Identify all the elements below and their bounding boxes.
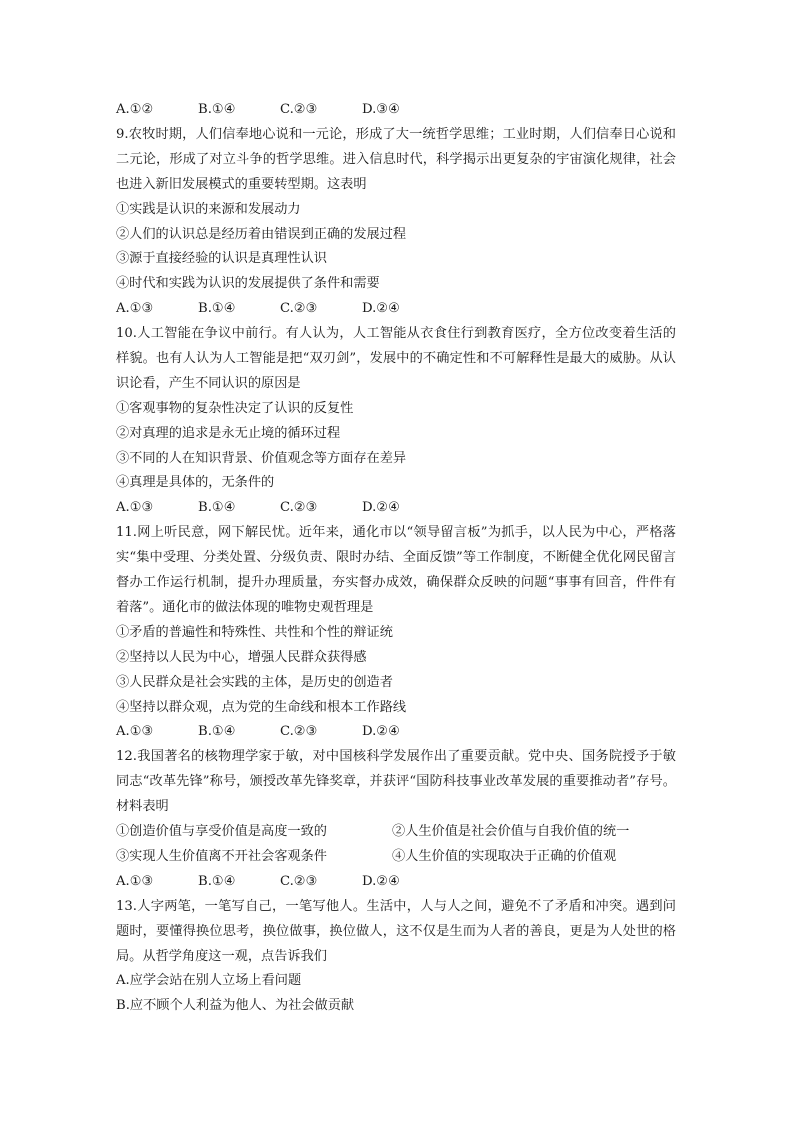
question-11 <box>116 521 676 745</box>
question-10 <box>116 322 676 521</box>
q12-options <box>116 870 676 895</box>
q8-option-a[interactable]: A.①② <box>116 102 154 117</box>
q8-option-d[interactable]: D.③④ <box>362 102 400 117</box>
q10-item-1: ①客观事物的复杂性决定了认识的反复性 <box>116 400 354 416</box>
q11-option-b[interactable]: B.①④ <box>198 724 236 740</box>
q13-option-a[interactable]: A.应学会站在别人立场上看问题 <box>116 973 302 989</box>
q10-option-a[interactable]: A.①③ <box>116 500 154 516</box>
q9-option-a[interactable]: A.①③ <box>116 301 154 317</box>
q10-option-c[interactable]: C.②③ <box>280 500 318 516</box>
question-9 <box>116 123 676 322</box>
q12-items-row-1 <box>116 820 676 845</box>
q11-item-1: ①矛盾的普遍性和特殊性、共性和个性的辩证统 <box>116 624 393 640</box>
q10-item-3: ③不同的人在知识背景、价值观念等方面存在差异 <box>116 450 407 466</box>
q12-stem: 12.我国著名的核物理学家于敏，对中国核科学发展作出了重要贡献。党中央、国务院授予于敏同志“改革先锋”称号，颁授改革先锋奖章，并获评“国防科技事业改革发展的重要推动者”存号。材料表明 <box>116 749 676 815</box>
q11-stem: 11.网上听民意，网下解民忧。近年来，通化市以“领导留言板”为抓手，以人民为中心，严格落实“集中受理、分类处置、分级负责、限时办结、全面反馈”等工作制度，不断健全优化网民留言督办工作运行机制，提升办理质量，夯实督办成效，确保群众反映的问题“事事有回音，件件有着落”。通化市的做法体现的唯物史观哲理是 <box>116 525 676 615</box>
q13-stem: 13.人字两笔，一笔写自己，一笔写他人。生活中，人与人之间，避免不了矛盾和冲突。遇到问题时，要懂得换位思考，换位做事，换位做人，这不仅是生而为人者的善良，更是为人处世的格局。从哲学角度这一观，点告诉我们 <box>116 898 676 964</box>
q12-item-4: ④人生价值的实现取决于正确的价值观 <box>392 848 617 864</box>
q9-option-c[interactable]: C.②③ <box>280 301 318 317</box>
q9-options <box>116 297 676 322</box>
q10-stem: 10.人工智能在争议中前行。有人认为，人工智能从衣食住行到教育医疗，全方位改变着生活的样貌。也有人认为人工智能是把“双刃剑”，发展中的不确定性和不可解释性是最大的威胁。从认识论看，产生不同认识的原因是 <box>116 326 676 391</box>
q11-item-4: ④坚持以群众观，点为党的生命线和根本工作路线 <box>116 699 407 715</box>
q12-item-2: ②人生价值是社会价值与自我价值的统一 <box>392 824 630 840</box>
q10-item-4: ④真理是具体的，无条件的 <box>116 475 275 491</box>
question-12 <box>116 745 676 894</box>
q11-option-a[interactable]: A.①③ <box>116 724 154 740</box>
q11-item-3: ③人民群众是社会实践的主体，是历史的创造者 <box>116 674 393 690</box>
q10-option-b[interactable]: B.①④ <box>198 500 236 516</box>
q12-option-d[interactable]: D.②④ <box>362 873 400 889</box>
question-13 <box>116 895 676 1020</box>
q12-option-a[interactable]: A.①③ <box>116 873 154 889</box>
q12-items-row-2 <box>116 845 676 870</box>
exam-page <box>116 98 676 1019</box>
q11-option-c[interactable]: C.②③ <box>280 724 318 740</box>
q10-option-d[interactable]: D.②④ <box>362 500 400 516</box>
q8-options <box>116 98 676 123</box>
q9-item-1: ①实践是认识的来源和发展动力 <box>116 201 301 217</box>
q11-options <box>116 720 676 745</box>
q9-option-d[interactable]: D.②④ <box>362 301 400 317</box>
q10-item-2: ②对真理的追求是永无止境的循环过程 <box>116 425 341 441</box>
q9-stem: 9.农牧时期，人们信奉地心说和一元论，形成了大一统哲学思维；工业时期，人们信奉日心说和二元论，形成了对立斗争的哲学思维。进入信息时代，科学揭示出更复杂的宇宙演化规律，社会也进入新旧发展模式的重要转型期。这表明 <box>116 126 676 192</box>
q9-item-4: ④时代和实践为认识的发展提供了条件和需要 <box>116 276 380 292</box>
q12-option-c[interactable]: C.②③ <box>280 873 318 889</box>
q9-item-3: ③源于直接经验的认识是真理性认识 <box>116 251 327 267</box>
q13-option-b[interactable]: B.应不顾个人利益为他人、为社会做贡献 <box>116 998 355 1014</box>
q11-item-2: ②坚持以人民为中心，增强人民群众获得感 <box>116 649 367 665</box>
q11-option-d[interactable]: D.②④ <box>362 724 400 740</box>
q12-option-b[interactable]: B.①④ <box>198 873 236 889</box>
q8-option-b[interactable]: B.①④ <box>198 102 236 117</box>
q12-item-1: ①创造价值与享受价值是高度一致的 <box>116 824 327 840</box>
q12-item-3: ③实现人生价值离不开社会客观条件 <box>116 848 327 864</box>
q8-option-c[interactable]: C.②③ <box>280 102 318 117</box>
q9-item-2: ②人们的认识总是经历着由错误到正确的发展过程 <box>116 226 407 242</box>
q9-option-b[interactable]: B.①④ <box>198 301 236 317</box>
q10-options <box>116 496 676 521</box>
